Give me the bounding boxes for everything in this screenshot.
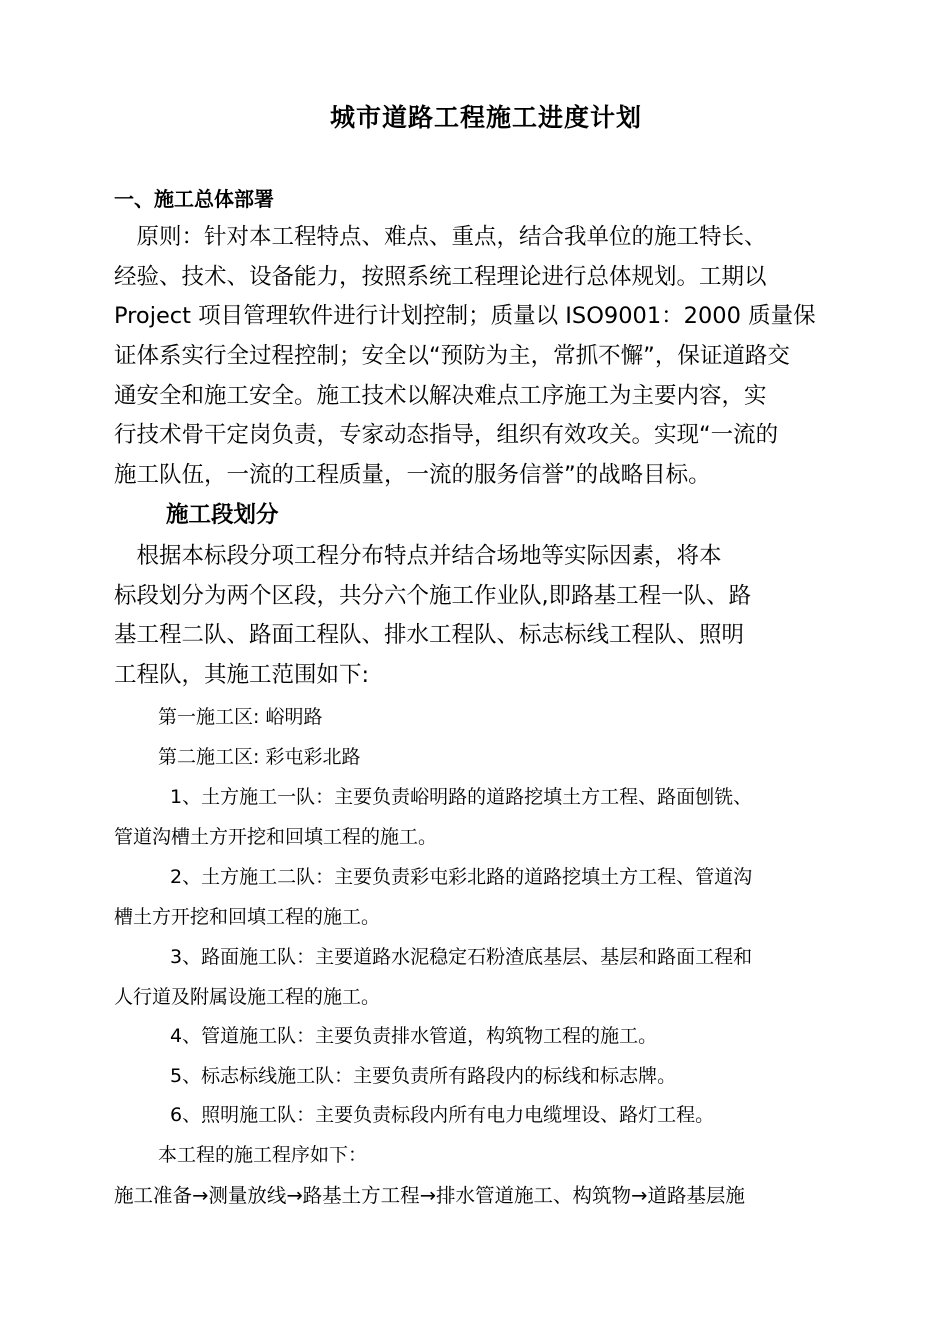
paragraph-line: 通安全和施工安全。施工技术以解决难点工序施工为主要内容，实 [114, 383, 767, 409]
paragraph-line: 原则：针对本工程特点、难点、重点，结合我单位的施工特长、 [114, 224, 767, 250]
zone-line: 第一施工区: 峪明路 [158, 706, 323, 728]
team-line: 3、路面施工队：主要道路水泥稳定石粉渣底基层、基层和路面工程和 [170, 946, 753, 968]
team-line: 槽土方开挖和回填工程的施工。 [114, 906, 381, 928]
document-title: 城市道路工程施工进度计划 [329, 103, 642, 132]
section-heading: 一、施工总体部署 [114, 187, 274, 211]
paragraph-line: 行技术骨干定岗负责，专家动态指导，组织有效攻关。实现“一流的 [114, 422, 779, 448]
procedure-intro: 本工程的施工程序如下： [158, 1144, 368, 1166]
team-line: 管道沟槽土方开挖和回填工程的施工。 [114, 826, 438, 848]
paragraph-line: 工程队，其施工范围如下: [114, 662, 370, 688]
paragraph-line: 标段划分为两个区段，共分六个施工作业队,即路基工程一队、路 [114, 583, 752, 609]
team-line: 5、标志标线施工队：主要负责所有路段内的标线和标志牌。 [170, 1065, 677, 1087]
team-line: 1、土方施工一队：主要负责峪明路的道路挖填土方工程、路面刨铣、 [170, 786, 753, 808]
paragraph-line: 根据本标段分项工程分布特点并结合场地等实际因素，将本 [114, 543, 722, 569]
paragraph-line: 基工程二队、路面工程队、排水工程队、标志标线工程队、照明 [114, 622, 745, 648]
team-line: 2、土方施工二队：主要负责彩屯彩北路的道路挖填土方工程、管道沟 [170, 866, 753, 888]
procedure-flow: 施工准备→测量放线→路基土方工程→排水管道施工、构筑物→道路基层施 [114, 1184, 745, 1207]
zone-line: 第二施工区: 彩屯彩北路 [158, 746, 361, 768]
team-line: 4、管道施工队：主要负责排水管道，构筑物工程的施工。 [170, 1025, 658, 1047]
paragraph-line: 证体系实行全过程控制；安全以“预防为主，常抓不懈”，保证道路交 [114, 343, 790, 369]
team-line: 人行道及附属设施工程的施工。 [114, 986, 381, 1008]
paragraph-line: Project 项目管理软件进行计划控制；质量以 ISO9001：2000 质量保 [114, 303, 816, 329]
paragraph-line: 经验、技术、设备能力，按照系统工程理论进行总体规划。工期以 [114, 264, 767, 290]
subheading: 施工段划分 [166, 502, 279, 528]
paragraph-line: 施工队伍，一流的工程质量，一流的服务信誉”的战略目标。 [114, 462, 711, 488]
team-line: 6、照明施工队：主要负责标段内所有电力电缆埋设、路灯工程。 [170, 1104, 715, 1126]
